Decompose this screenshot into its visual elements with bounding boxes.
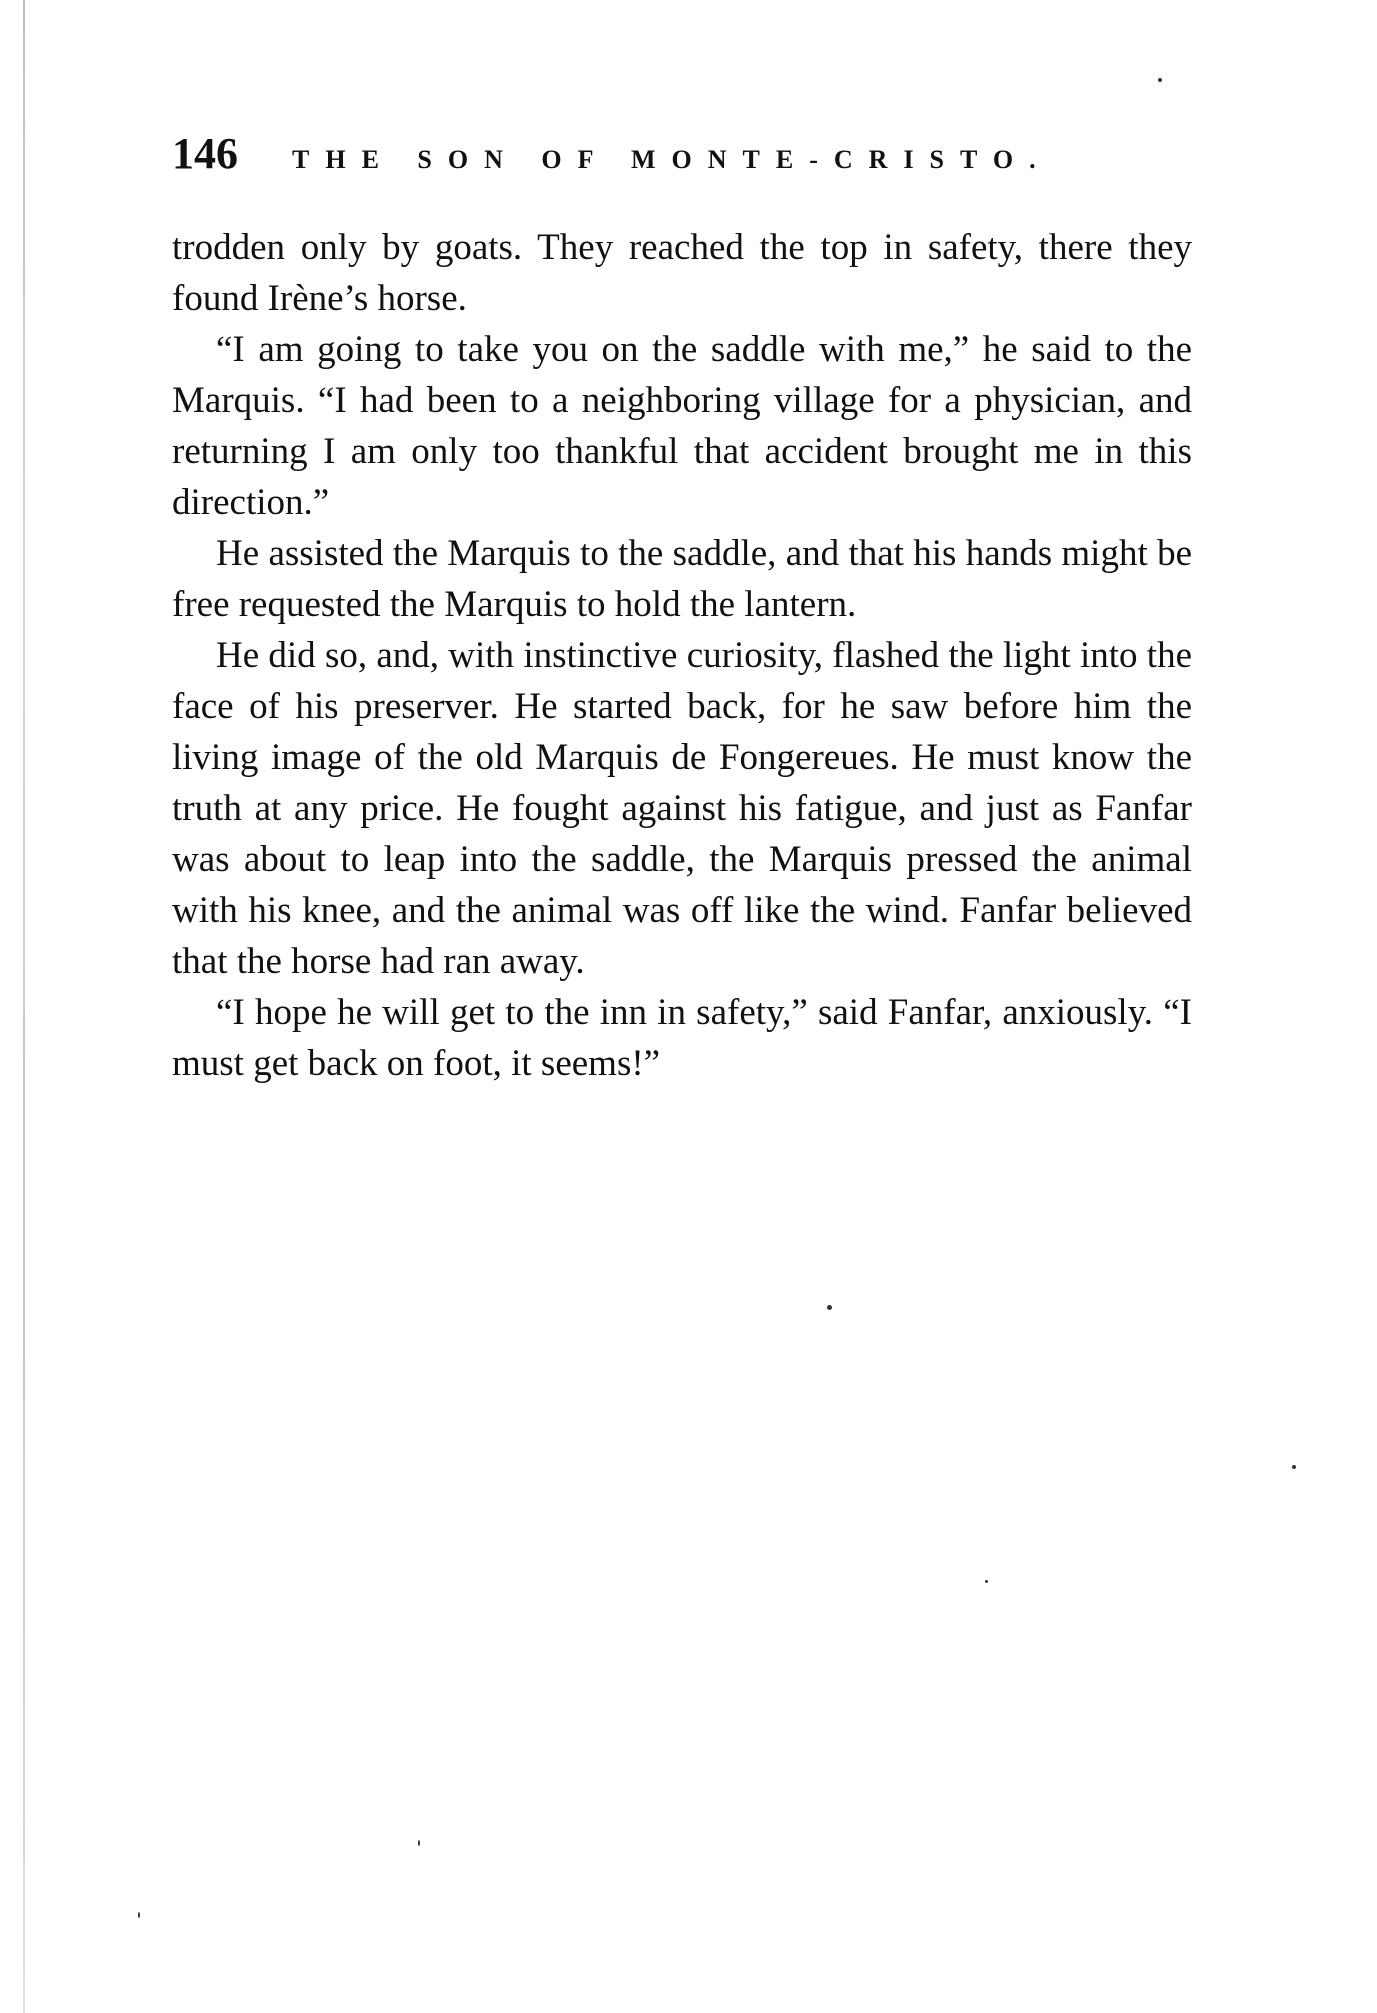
page-number: 146 bbox=[172, 129, 238, 178]
ink-speck bbox=[418, 1840, 420, 1846]
paragraph-2: “I am going to take you on the saddle with me,” he said to the Marquis. “I had been to a neighboring village for a physician, and returning I am only too thankful that accident brought me in this direction.” bbox=[172, 329, 1192, 523]
paragraph-4: He did so, and, with instinctive curiosity, flashed the light into the face of his preserver. He started back, for he saw before him the living image of the old Marquis de Fongereues. He must know the truth at any price. He fought against his fatigue, and just as Fanfar was about to leap into the saddle, the Marquis pressed the animal with his knee, and the animal was off like the wind. Fanfar believed that the horse had ran away. bbox=[172, 635, 1192, 982]
paragraph-1: trodden only by goats. They reached the top in safety, there they found Irène’s horse. bbox=[172, 227, 1192, 319]
ink-speck bbox=[138, 1912, 140, 1918]
ink-speck bbox=[827, 1305, 832, 1310]
body-text bbox=[172, 222, 1192, 1089]
book-title: THE SON OF MONTE-CRISTO. bbox=[292, 145, 1052, 174]
paragraph-5: “I hope he will get to the inn in safety,” said Fanfar, anxiously. “I must get back on foot, it seems!” bbox=[172, 992, 1192, 1084]
paragraph-3: He assisted the Marquis to the saddle, and that his hands might be free requested the Marquis to hold the lantern. bbox=[172, 533, 1192, 625]
ink-speck bbox=[985, 1580, 988, 1583]
page-edge-rule bbox=[23, 0, 25, 2013]
ink-speck bbox=[1292, 1465, 1296, 1469]
ink-speck bbox=[1158, 78, 1162, 82]
running-head bbox=[172, 128, 1212, 188]
